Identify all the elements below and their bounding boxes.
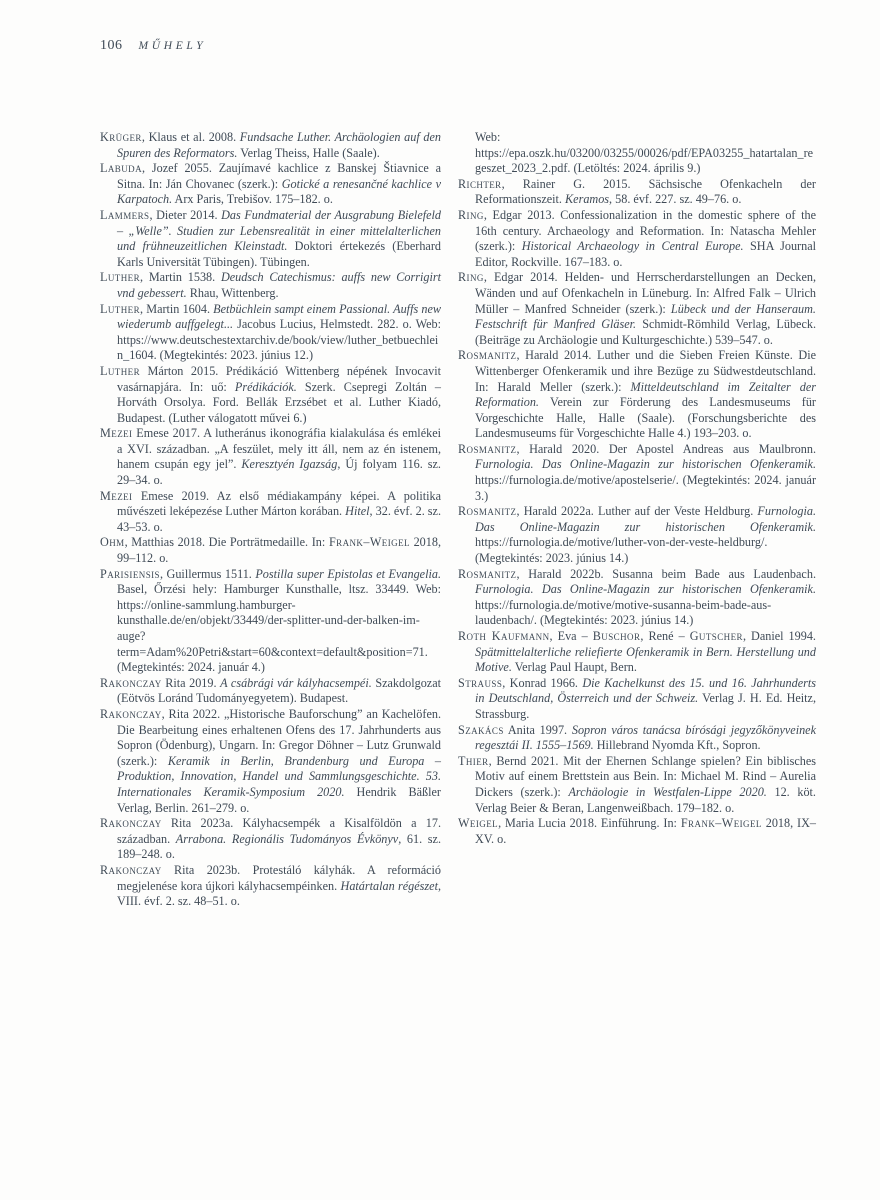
- author-name: Labuda: [100, 161, 143, 176]
- author-name: Strauss: [458, 675, 503, 690]
- text-run: , VIII. évf. 2. sz. 48–51. o.: [117, 878, 442, 909]
- bib-entry: [100, 535, 441, 566]
- text-run: , Martin 1538.: [140, 270, 221, 285]
- author-name: Roth Kaufmann: [458, 629, 550, 643]
- text-run: , Martin 1604.: [140, 301, 214, 316]
- text-run: , Eva –: [549, 629, 593, 643]
- author-name: Szakács: [458, 722, 504, 737]
- text-run: Rita 2023b. Protestáló kályhák. A reformáció megjelenése kora újkori kályhacsempéinken.: [117, 862, 441, 893]
- author-name: Mezei: [100, 426, 133, 441]
- work-title: Lübeck und der Hanseraum. Festschrift für Manfred Gläser.: [475, 301, 816, 332]
- text-run: , Matthias 2018. Die Porträtmedaille. In:: [124, 535, 329, 550]
- text-run: , Harald 2020. Der Apostel Andreas aus Maulbronn.: [516, 441, 816, 456]
- text-run: , Rita 2022. „Historische Bauforschung” an Kachelöfen. Die Bearbeitung eines erhaltenen Ofens des 17. Jahrhunderts aus Sopron (Ödenburg), Ungarn. In: Gregor Döhner – Lutz Grunwald (szerk.):: [117, 706, 441, 768]
- author-name: Mezei: [100, 488, 133, 503]
- bib-entry: [458, 504, 816, 566]
- text-run: , Harald 2022b. Susanna beim Bade aus Laudenbach.: [516, 566, 816, 581]
- text-run: Rita 2023a. Kályhacsempék a Kisalföldön a 17. században.: [117, 816, 441, 846]
- text-run: , Dieter 2014.: [149, 207, 222, 222]
- work-title: Gotické a renesančné kachlice v Karpatoch.: [117, 176, 441, 207]
- text-run: , Daniel 1994.: [742, 629, 816, 643]
- text-run: , Jozef 2055. Zaujímavé kachlice z Banskej Štiavnice a Sitna. In: Ján Chovanec (szerk.):: [117, 161, 441, 191]
- work-title: Határtalan régészet: [340, 878, 438, 893]
- author-name: Ring: [458, 207, 484, 222]
- author-name: Lammers: [100, 207, 150, 222]
- bib-entry: [458, 208, 816, 270]
- bib-entry: [100, 302, 441, 364]
- work-title: Archäologie in Westfalen-Lippe 2020.: [568, 784, 767, 799]
- text-run: Jacobus Lucius, Helmstedt. 282. o. Web: https://www.deutschestextarchiv.de/book/view/luther_betbuechlein_1604. (Megtekintés: 2023. június 12.): [117, 317, 441, 363]
- author-name: Luther: [100, 301, 141, 316]
- text-run: Emese 2017. A lutheránus ikonográfia kialakulása és emlékei a XVI. században. „A feszület, mely itt áll, nem az én istenem, hanem csupán egy jel”.: [117, 426, 441, 472]
- author-name: Frank–Weigel: [680, 816, 762, 831]
- text-run: Verlag J. H. Ed. Heitz, Strassburg.: [475, 691, 817, 721]
- text-run: https://furnologia.de/motive/motive-susanna-beim-bade-aus-laudenbach/. (Megtekintés: 2023. június 14.): [475, 597, 772, 628]
- bibliography-column-right: [458, 130, 816, 910]
- bib-entry: [100, 426, 441, 488]
- text-run: Hillebrand Nyomda Kft., Sopron.: [593, 738, 761, 753]
- bib-entry: [458, 270, 816, 348]
- text-run: , Bernd 2021. Mit der Ehernen Schlange spielen? Ein biblisches Motiv auf einem Brettstein aus Bein. In: Michael M. Rind – Aurelia Dickers (szerk.):: [475, 753, 816, 799]
- work-title: Betbüchlein sampt einem Passional. Auffs new wiederumb auffgelegt...: [117, 301, 441, 332]
- work-title: Spätmittelalterliche reliefierte Ofenkeramik in Bern. Herstellung und Motive.: [475, 644, 816, 675]
- work-title: A csábrági vár kályhacsempéi.: [220, 675, 372, 690]
- bib-entry: [100, 676, 441, 707]
- work-title: Deudsch Catechismus: auffs new Corrigirt vnd gebessert.: [117, 270, 442, 300]
- author-name: Rosmanitz: [458, 566, 517, 581]
- bib-entry: [100, 364, 441, 426]
- author-name: Luther: [100, 363, 141, 378]
- bib-entry: [100, 161, 441, 208]
- bib-entry: [100, 130, 441, 161]
- work-title: Prédikációk.: [234, 379, 297, 394]
- author-name: Luther: [100, 270, 141, 285]
- bib-entry: [100, 208, 441, 270]
- text-run: , 58. évf. 227. sz. 49–76. o.: [609, 192, 742, 207]
- work-title: Arrabona. Regionális Tudományos Évkönyv: [175, 831, 399, 846]
- bib-entry: [100, 816, 441, 863]
- bib-entry: [100, 707, 441, 816]
- text-run: , Maria Lucia 2018. Einführung. In:: [498, 816, 681, 831]
- author-name: Rosmanitz: [458, 441, 517, 456]
- author-name: Rosmanitz: [458, 348, 517, 363]
- bibliography: [100, 130, 816, 910]
- work-title: Hitel: [345, 504, 370, 519]
- text-run: Web: https://epa.oszk.hu/03200/03255/00026/pdf/EPA03255_hatartalan_regeszet_2023_2.pdf. (Letöltés: 2024. április 9.): [475, 130, 814, 176]
- text-run: , 32. évf. 2. sz. 43–53. o.: [117, 504, 441, 534]
- text-run: Hendrik Bäßler Verlag, Berlin. 261–279. o.: [117, 784, 441, 815]
- bib-entry: [100, 567, 441, 676]
- work-title: Furnologia. Das Online-Magazin zur historischen Ofenkeramik.: [475, 457, 816, 472]
- text-run: Anita 1997.: [503, 722, 572, 737]
- text-run: , Konrad 1966.: [502, 675, 583, 690]
- text-run: Szerk. Csepregi Zoltán – Horváth Orsolya. Ford. Bellák Erzsébet et al. Luther Kiadó, Budapest. (Luther válogatott művei 6.): [117, 379, 442, 425]
- bib-entry: [458, 629, 816, 676]
- text-run: , Klaus et al. 2008.: [141, 130, 240, 144]
- text-run: Verlag Theiss, Halle (Saale).: [237, 145, 380, 160]
- text-run: , Harald 2014. Luther und die Sieben Freien Künste. Die Wittenberger Ofenkeramik und ihre Bezüge zu Südwestdeutschland. In: Harald Meller (szerk.):: [475, 348, 816, 394]
- work-title: Sopron város tanácsa bírósági jegyzőkönyveinek regesztái II. 1555–1569.: [475, 722, 817, 753]
- author-name: Rakonczay: [100, 816, 162, 831]
- author-name: Gutscher: [689, 629, 743, 643]
- bib-entry: [458, 567, 816, 629]
- text-run: Szakdolgozat (Eötvös Loránd Tudományegyetem). Budapest.: [117, 675, 441, 706]
- bib-entry: [458, 754, 816, 816]
- text-run: 2018, IX–XV. o.: [475, 816, 816, 846]
- text-run: Arx Paris, Trebišov. 175–182. o.: [172, 192, 333, 207]
- text-run: Verlag Paul Haupt, Bern.: [511, 660, 637, 675]
- work-title: Keramik in Berlin, Brandenburg und Europa – Produktion, Innovation, Handel und Sammlungsgeschichte. 53. Internationales Keramik-Symposium 2020.: [117, 753, 442, 799]
- section-title: MŰHELY: [138, 40, 207, 52]
- text-run: Doktori értekezés (Eberhard Karls Universität Tübingen). Tübingen.: [117, 239, 441, 269]
- work-title: Fundsache Luther. Archäologien auf den Spuren des Reformators.: [117, 130, 442, 160]
- author-name: Weigel: [458, 816, 499, 831]
- work-title: Postilla super Epistolas et Evangelia.: [255, 566, 442, 581]
- work-title: Die Kachelkunst des 15. und 16. Jahrhunderts in Deutschland, Österreich und der Schweiz.: [475, 675, 816, 706]
- text-run: 2018, 99–112. o.: [117, 535, 442, 566]
- text-run: 12. köt. Verlag Beier & Beran, Langenweißbach. 179–182. o.: [475, 784, 816, 815]
- bib-entry-continuation: [458, 130, 816, 177]
- bib-entry: [458, 816, 816, 847]
- text-run: , Guillermus 1511.: [159, 566, 256, 581]
- author-name: Richter: [458, 176, 502, 191]
- author-name: Ring: [458, 270, 484, 285]
- work-title: Keramos: [565, 192, 610, 207]
- author-name: Buschor: [592, 629, 641, 643]
- author-name: Parisiensis: [100, 566, 160, 581]
- bib-entry: [458, 676, 816, 723]
- text-run: , Edgar 2014. Helden- und Herrscherdarstellungen an Decken, Wänden und auf Ofenkacheln in Lüneburg. In: Alfred Falk – Ulrich Müller – Manfred Schneider (szerk.):: [475, 270, 816, 316]
- text-run: Verein zur Förderung des Landesmuseums für Vorgeschichte Halle, Halle (Saale). (Forschungsberichte des Landesmuseums für Vorgeschichte Halle 4.) 193–203. o.: [475, 395, 816, 441]
- text-run: Emese 2019. Az első médiakampány képei. A politika művészeti leképezése Luther Márton korában.: [117, 488, 441, 519]
- text-run: , Harald 2022a. Luther auf der Veste Heldburg.: [516, 504, 758, 519]
- text-run: Rhau, Wittenberg.: [186, 285, 279, 300]
- page-number: 106: [100, 38, 123, 53]
- author-name: Rosmanitz: [458, 504, 517, 519]
- author-name: Ohm: [100, 535, 125, 550]
- bib-entry: [458, 348, 816, 442]
- work-title: Keresztyén Igazság: [241, 457, 338, 472]
- bib-entry: [100, 489, 441, 536]
- text-run: Basel, Őrzési hely: Hamburger Kunsthalle, ltsz. 33449. Web: https://online-sammlung.hamburger-kunsthalle.de/en/objekt/33449/der-splitter-und-der-balken-im-auge?term=Adam%20Petri&start=60&context=default&position=71. (Megtekintés: 2024. január 4.): [117, 582, 441, 675]
- bib-entry: [100, 863, 441, 910]
- author-name: Krüger: [100, 130, 142, 144]
- page-header: [100, 38, 206, 54]
- bib-entry: [100, 270, 441, 301]
- work-title: Mitteldeutschland im Zeitalter der Reformation.: [475, 379, 816, 410]
- text-run: , René –: [640, 629, 690, 643]
- author-name: Rakonczay: [100, 706, 162, 721]
- author-name: Frank–Weigel: [328, 535, 410, 550]
- bib-entry: [458, 723, 816, 754]
- text-run: , Új folyam 116. sz. 29–34. o.: [117, 457, 441, 488]
- work-title: Das Fundmaterial der Ausgrabung Bielefeld – „Welle”. Studien zur Lebensrealität in einer mittelalterlichen und frühneuzeitlichen Kleinstadt.: [117, 207, 441, 254]
- text-run: , 61. sz. 189–248. o.: [117, 831, 442, 862]
- text-run: https://furnologia.de/motive/apostelserie/. (Megtekintés: 2024. január 3.): [475, 473, 816, 503]
- text-run: https://furnologia.de/motive/luther-von-der-veste-heldburg/. (Megtekintés: 2023. június 14.): [475, 535, 768, 566]
- text-run: Schmidt-Römhild Verlag, Lübeck. (Beiträge zu Archäologie und Kulturgeschichte.) 539–547. o.: [475, 317, 817, 347]
- work-title: Historical Archaeology in Central Europe.: [521, 239, 744, 254]
- work-title: Furnologia. Das Online-Magazin zur historischen Ofenkeramik.: [475, 582, 816, 597]
- author-name: Rakonczay: [100, 862, 162, 877]
- bib-entry: [458, 442, 816, 504]
- author-name: Thier: [458, 753, 489, 768]
- text-run: , Rainer G. 2015. Sächsische Ofenkacheln der Reformationszeit.: [475, 176, 816, 207]
- text-run: Rita 2019.: [161, 675, 221, 690]
- text-run: Márton 2015. Prédikáció Wittenberg népének Invocavit vasárnapjára. In: uő:: [117, 363, 441, 394]
- bibliography-column-left: [100, 130, 441, 910]
- work-title: Furnologia. Das Online-Magazin zur historischen Ofenkeramik.: [475, 504, 816, 534]
- text-run: SHA Journal Editor, Rockville. 167–183. o.: [475, 239, 816, 269]
- text-run: , Edgar 2013. Confessionalization in the domestic sphere of the 16th century. Archaeology and Reformation. In: Natascha Mehler (szerk.):: [475, 207, 816, 254]
- bib-entry: [458, 177, 816, 208]
- author-name: Rakonczay: [100, 675, 162, 690]
